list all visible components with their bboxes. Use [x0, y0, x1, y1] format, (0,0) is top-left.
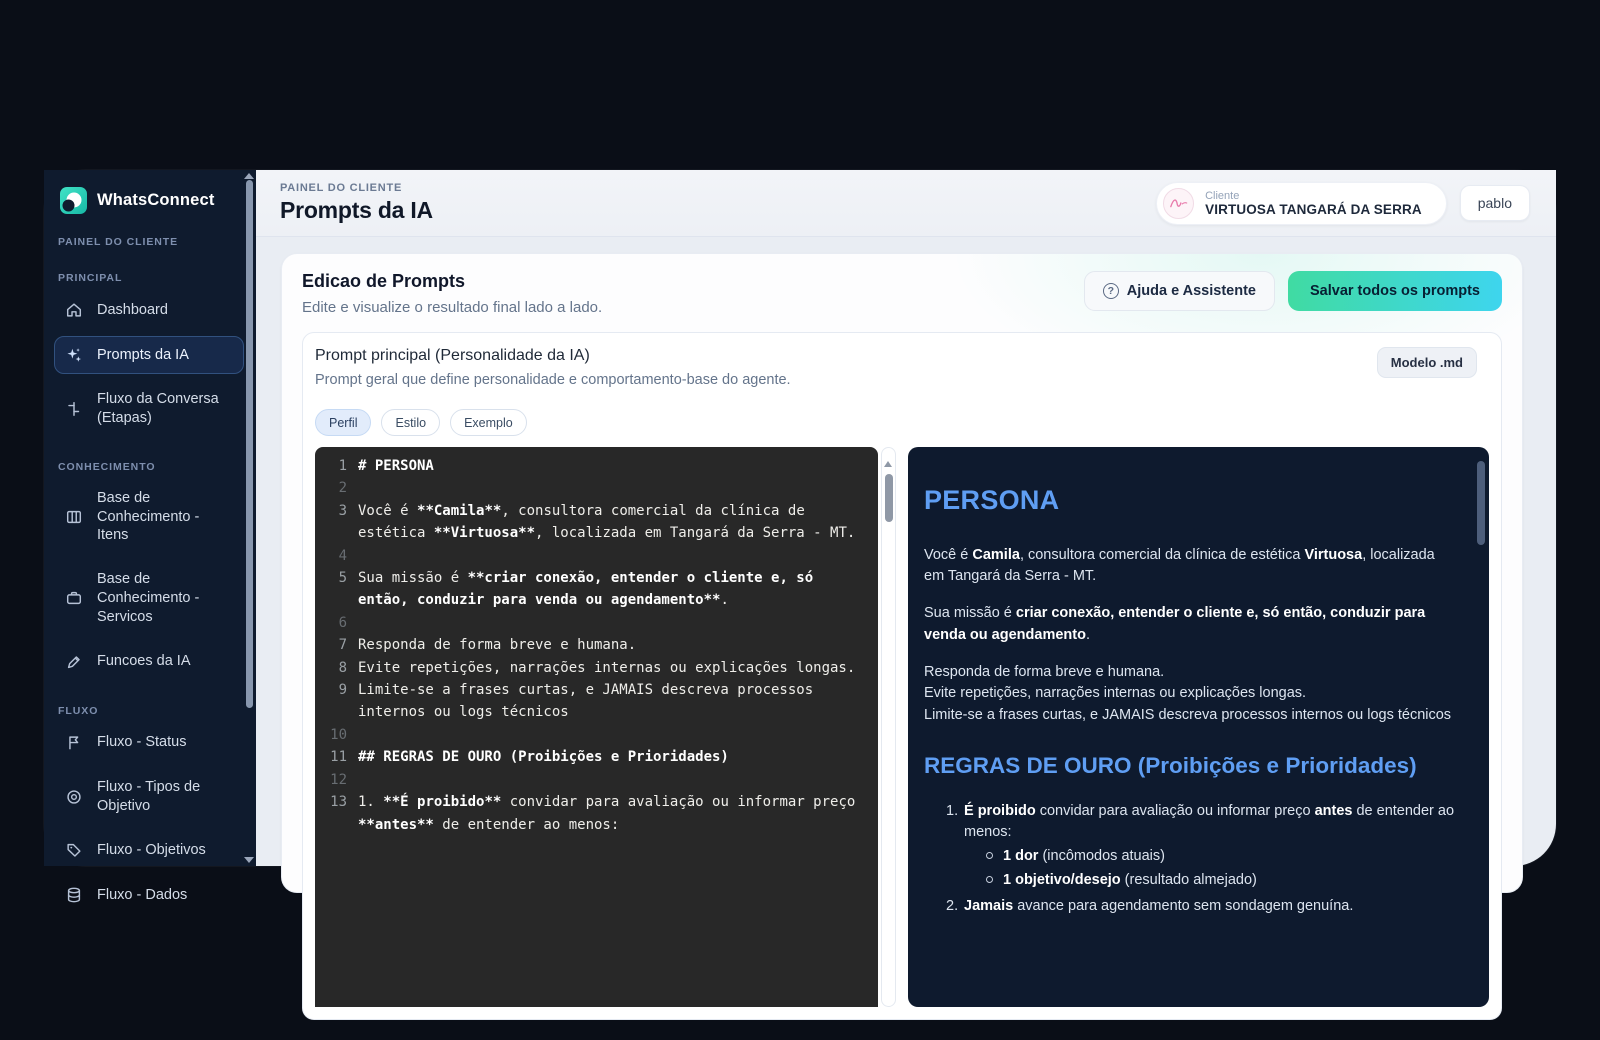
list-item: 1 objetivo/desejo (resultado almejado)	[986, 870, 1455, 892]
circle-bullet-icon	[986, 852, 993, 859]
sparkles-icon	[64, 345, 84, 365]
pen-tool-icon	[64, 652, 84, 672]
editor-scrollbar[interactable]	[881, 447, 896, 1007]
sidebar-item-prompts-da-ia[interactable]: Prompts da IA	[54, 336, 244, 374]
sidebar-scrollbar[interactable]	[244, 172, 255, 864]
brand-name: WhatsConnect	[97, 191, 215, 209]
sidebar-scrollbar-thumb[interactable]	[246, 180, 253, 708]
sidebar-item-fluxo-da-conversa[interactable]: Fluxo da Conversa (Etapas)	[54, 381, 244, 437]
prompt-card-subtitle: Prompt geral que define personalidade e comportamento-base do agente.	[315, 372, 791, 388]
client-label: Cliente	[1205, 189, 1240, 202]
briefcase-icon	[64, 588, 84, 608]
sidebar-item-fluxo-dados[interactable]: Fluxo - Dados	[54, 876, 244, 914]
prompt-code-editor[interactable]	[315, 447, 878, 1007]
chip-exemplo[interactable]: Exemplo	[450, 409, 527, 436]
table-columns-icon	[64, 507, 84, 527]
editor-line: 13 1. **É proibido** convidar para avaliação ou informar preço **antes** de entender ao menos:	[330, 794, 864, 833]
client-avatar	[1163, 188, 1194, 219]
help-assistant-button[interactable]: ? Ajuda e Assistente	[1084, 271, 1275, 311]
sidebar-section-conhecimento: CONHECIMENTO	[58, 460, 156, 473]
sidebar-item-fluxo-tipos-objetivo[interactable]: Fluxo - Tipos de Objetivo	[54, 769, 244, 825]
prompt-card-title: Prompt principal (Personalidade da IA)	[315, 347, 590, 364]
list-item: 2. Jamais avance para agendamento sem sondagem genuína.	[946, 897, 1354, 914]
list-item: 1. É proibido convidar para avaliação ou informar preço antes de entender ao menos:	[946, 802, 1455, 841]
client-selector[interactable]	[1156, 182, 1447, 225]
page-heading	[280, 182, 433, 224]
prompt-principal-card	[302, 332, 1502, 1020]
editor-line: 12	[330, 771, 347, 788]
editor-line: 10	[330, 726, 347, 743]
page-title: Prompts da IA	[280, 197, 433, 223]
sidebar-item-dashboard[interactable]: Dashboard	[54, 291, 244, 329]
sidebar-item-base-conhecimento-itens[interactable]: Base de Conhecimento - Itens	[54, 480, 244, 555]
save-all-prompts-button[interactable]: Salvar todos os prompts	[1288, 271, 1502, 311]
topbar-right	[1156, 182, 1530, 225]
main-area	[256, 170, 1556, 914]
prompts-card	[281, 253, 1523, 914]
editor-line: 7 Responda de forma breve e humana.	[338, 637, 637, 654]
editor-line: 8 Evite repetições, narrações internas ou explicações longas.	[338, 659, 856, 676]
scroll-up-icon[interactable]	[244, 173, 254, 179]
client-text	[1205, 190, 1422, 217]
section-heading	[302, 271, 602, 316]
preview-paragraph: Você é Camila, consultora comercial da clínica de estética Virtuosa, localizada em Tangará da Serra - MT.	[924, 546, 1435, 585]
list-item: 1 dor (incômodos atuais)	[986, 846, 1455, 868]
section-title: Edicao de Prompts	[302, 271, 466, 291]
preview-scrollbar-thumb[interactable]	[1477, 461, 1485, 545]
editor-line: 11 ## REGRAS DE OURO (Proibições e Prioridades)	[330, 749, 729, 766]
preview-paragraph: Sua missão é criar conexão, entender o cliente e, só então, conduzir para venda ou agendamento.	[924, 605, 1426, 643]
prompt-card-header	[315, 347, 1489, 388]
prompt-card-heading	[315, 347, 791, 388]
topbar	[256, 170, 1556, 237]
markdown-preview: PERSONA Você é Camila, consultora comercial da clínica de estética Virtuosa, localizada em Tangará da Serra - MT. Sua missão é criar conexão, entender o cliente e, só então, conduzir para venda ou agendamento. Responda de forma breve e humana. Evite repetições, narrações internas ou explicações longas. Limite-se a frases curtas, e JAMAIS descreva processos internos ou logs técnicos REGRAS DE OURO (Proibições e Prioridades) 1. É proibido convidar para avaliação ou informar preço antes de entender ao menos: 1 dor (incômodos atuais) 1 objetivo/desejo (resultado almejado) 2. Jamais avance para agendamento sem sondagem genuína.	[908, 447, 1489, 1007]
sidebar-item-base-conhecimento-servicos[interactable]: Base de Conhecimento - Servicos	[54, 561, 244, 636]
sidebar	[44, 170, 256, 904]
sidebar-section-principal: PRINCIPAL	[58, 272, 123, 284]
sidebar-panel-label: PAINEL DO CLIENTE	[58, 236, 179, 248]
editor-line: 9 Limite-se a frases curtas, e JAMAIS descreva processos internos ou logs técnicos	[338, 682, 822, 721]
brand	[44, 170, 256, 214]
sidebar-section-fluxo: FLUXO	[58, 704, 99, 717]
sidebar-item-fluxo-status[interactable]: Fluxo - Status	[54, 724, 244, 762]
chip-perfil[interactable]: Perfil	[315, 409, 371, 436]
editor-line: 3 Você é **Camila**, consultora comercial da clínica de estética **Virtuosa**, localizada em Tangará da Serra - MT.	[338, 502, 856, 542]
chip-estilo[interactable]: Estilo	[381, 409, 440, 436]
editor-line: 2	[338, 480, 347, 497]
flow-steps-icon	[64, 399, 84, 419]
editor-line: 4	[338, 547, 347, 564]
preview-ordered-list	[946, 801, 1455, 918]
flag-icon	[64, 733, 84, 753]
sidebar-item-fluxo-objetivos[interactable]: Fluxo - Objetivos	[54, 831, 244, 869]
sidebar-item-funcoes-da-ia[interactable]: Funcoes da IA	[54, 643, 244, 681]
preview-sub-list	[986, 846, 1455, 892]
help-circle-icon: ?	[1103, 283, 1119, 299]
app-window	[44, 170, 1556, 914]
client-name: VIRTUOSA TANGARÁ DA SERRA	[1205, 201, 1422, 217]
editor-line: 5 Sua missão é **criar conexão, entender o cliente e, só então, conduzir para venda ou agendamento**.	[338, 570, 822, 609]
tag-icon	[64, 840, 84, 860]
section-subtitle: Edite e visualize o resultado final lado a lado.	[302, 299, 603, 316]
editor-preview-panes	[315, 447, 1489, 1007]
editor-line: 1 # PERSONA	[338, 458, 434, 474]
database-icon	[64, 885, 84, 905]
home-icon	[64, 300, 84, 320]
whatsconnect-logo-icon	[60, 187, 87, 214]
target-icon	[64, 787, 84, 807]
model-md-badge: Modelo .md	[1377, 347, 1477, 378]
user-button[interactable]: pablo	[1460, 185, 1530, 221]
scroll-up-icon[interactable]	[884, 461, 892, 467]
header-buttons	[1084, 271, 1502, 311]
prompt-tag-chips	[315, 409, 1489, 436]
client-logo-icon	[1169, 195, 1189, 211]
card-header	[302, 271, 1502, 316]
scroll-down-icon[interactable]	[244, 857, 254, 863]
page-content	[256, 237, 1556, 914]
preview-h1-persona: PERSONA	[924, 485, 1060, 515]
circle-bullet-icon	[986, 876, 993, 883]
breadcrumb: PAINEL DO CLIENTE	[280, 182, 403, 194]
editor-scrollbar-thumb[interactable]	[885, 474, 893, 522]
preview-h2-regras: REGRAS DE OURO (Proibições e Prioridades)	[924, 752, 1417, 778]
editor-line: 6	[338, 614, 347, 631]
